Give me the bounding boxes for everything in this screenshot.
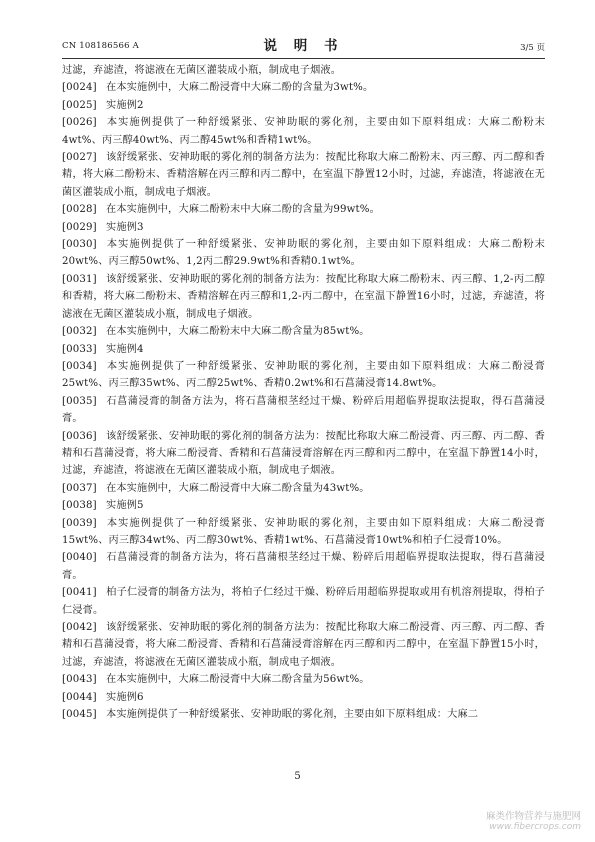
paragraph-number: [0042] xyxy=(62,622,97,633)
paragraph-number: [0024] xyxy=(62,82,97,94)
paragraph-number: [0041] xyxy=(62,587,97,599)
paragraph xyxy=(62,619,545,671)
header-rule xyxy=(62,58,545,59)
paragraph-number: [0026] xyxy=(62,117,97,129)
paragraph-text: 本实施例提供了一种舒缓紧张、安神助眠的雾化剂，主要由如下原料组成：大麻二酚粉末20wt%、丙三醇50wt%、1,2丙二醇29.9wt%和香精0.1wt%。 xyxy=(62,239,545,268)
paragraph xyxy=(62,219,545,236)
paragraph xyxy=(62,584,545,619)
paragraph-text: 在本实施例中，大麻二酚浸膏中大麻二酚含量为56wt%。 xyxy=(106,674,370,686)
paragraph-text: 在本实施例中，大麻二酚粉末中大麻二酚含量为85wt%。 xyxy=(106,326,370,338)
paragraph-text: 本实施例提供了一种舒缓紧张、安神助眠的雾化剂，主要由如下原料组成：大麻二酚浸膏25wt%、丙三醇35wt%、丙二醇25wt%、香精0.2wt%和石菖蒲浸膏14.8wt%。 xyxy=(62,360,545,390)
paragraph-list xyxy=(62,79,545,723)
page-number: 5 xyxy=(294,771,301,782)
paragraph-text: 该舒缓紧张、安神助眠的雾化剂的制备方法为：按配比称取大麻二酚粉末、丙三醇、丙二醇和香精，将大麻二酚粉末、香精溶解在丙三醇和丙二醇中，在室温下静置12小时，过滤，弃滤渣，将滤液在无菌区灌装成小瓶，制成电子烟液。 xyxy=(62,152,545,198)
paragraph-text: 石菖蒲浸膏的制备方法为，将石菖蒲根茎经过干燥、粉碎后用超临界提取法提取，得石菖蒲浸膏。 xyxy=(62,395,545,425)
paragraph-text: 石菖蒲浸膏的制备方法为，将石菖蒲根茎经过干燥、粉碎后用超临界提取法提取，得石菖蒲浸膏。 xyxy=(62,552,545,581)
paragraph xyxy=(62,393,545,428)
paragraph-text: 该舒缓紧张、安神助眠的雾化剂的制备方法为：按配比称取大麻二酚浸膏、丙三醇、丙二醇、香精和石菖蒲浸膏，将大麻二酚浸膏、香精和石菖蒲浸膏溶解在丙三醇和丙二醇中，在室温下静置15小时，过滤，弃滤渣，将滤液在无菌区灌装成小瓶，制成电子烟液。 xyxy=(62,622,545,668)
patent-number: CN 108186566 A xyxy=(62,41,139,51)
paragraph-number: [0027] xyxy=(62,152,97,164)
paragraph-number: [0029] xyxy=(62,221,97,233)
paragraph xyxy=(62,341,545,358)
paragraph xyxy=(62,97,545,114)
paragraph-number: [0025] xyxy=(62,99,97,111)
paragraph-number: [0030] xyxy=(62,239,97,251)
paragraph xyxy=(62,271,545,323)
paragraph-text: 实施例2 xyxy=(106,99,144,111)
paragraph xyxy=(62,114,545,149)
paragraph-text: 实施例6 xyxy=(106,691,144,703)
paragraph-number: [0034] xyxy=(62,360,97,372)
page-header xyxy=(62,34,545,54)
paragraph-text: 实施例4 xyxy=(106,343,144,355)
watermark-url: www.fibercrops.com xyxy=(489,822,581,832)
paragraph-text: 在本实施例中，大麻二酚浸膏中大麻二酚含量为43wt%。 xyxy=(106,482,370,494)
paragraph xyxy=(62,497,545,514)
document-body xyxy=(62,62,545,723)
paragraph-text: 在本实施例中，大麻二酚粉末中大麻二酚的含量为99wt%。 xyxy=(106,204,380,216)
paragraph-number: [0028] xyxy=(62,204,97,216)
paragraph xyxy=(62,79,545,96)
paragraph-number: [0045] xyxy=(62,709,97,721)
paragraph-number: [0040] xyxy=(62,552,97,564)
paragraph-text: 在本实施例中，大麻二酚浸膏中大麻二酚的含量为3wt%。 xyxy=(106,82,374,94)
paragraph-number: [0044] xyxy=(62,691,97,703)
paragraph-text: 本实施例提供了一种舒缓紧张、安神助眠的雾化剂，主要由如下原料组成：大麻二酚粉末4wt%、丙三醇40wt%、丙二醇45wt%和香精1wt%。 xyxy=(62,117,545,146)
paragraph-number: [0035] xyxy=(62,395,97,407)
page-indicator: 3/5 页 xyxy=(520,43,545,53)
watermark-site-name: 麻类作物营养与施肥网 xyxy=(485,811,581,822)
paragraph-text: 该舒缓紧张、安神助眠的雾化剂的制备方法为：按配比称取大麻二酚粉末、丙三醇、1,2-丙二醇和香精，将大麻二酚粉末、香精溶解在丙三醇和1,2-丙二醇中，在室温下静置16小时，过滤，弃滤渣，将滤液在无菌区灌装成小瓶，制成电子烟液。 xyxy=(62,273,545,320)
paragraph-text: 该舒缓紧张、安神助眠的雾化剂的制备方法为：按配比称取大麻二酚浸膏、丙三醇、丙二醇、香精和石菖蒲浸膏，将大麻二酚浸膏、香精和石菖蒲浸膏溶解在丙三醇和丙二醇中，在室温下静置14小时，过滤，弃滤渣，将滤液在无菌区灌装成小瓶，制成电子烟液。 xyxy=(62,430,545,477)
paragraph-text: 本实施例提供了一种舒缓紧张、安神助眠的雾化剂，主要由如下原料组成：大麻二酚浸膏15wt%、丙三醇34wt%、丙二醇30wt%、香精1wt%、石菖蒲浸膏10wt%和柏子仁浸膏10%。 xyxy=(62,517,545,546)
paragraph-text: 实施例3 xyxy=(106,221,144,233)
paragraph-number: [0033] xyxy=(62,343,97,355)
paragraph xyxy=(62,323,545,340)
paragraph xyxy=(62,480,545,497)
paragraph-number: [0039] xyxy=(62,517,97,529)
continued-line: 过滤，弃滤渣，将滤液在无菌区灌装成小瓶，制成电子烟液。 xyxy=(62,65,342,76)
paragraph-number: [0032] xyxy=(62,326,97,338)
paragraph xyxy=(62,201,545,218)
paragraph xyxy=(62,428,545,480)
paragraph-text: 实施例5 xyxy=(106,500,144,512)
paragraph xyxy=(62,689,545,706)
paragraph-number: [0043] xyxy=(62,674,97,686)
paragraph-number: [0036] xyxy=(62,430,97,442)
paragraph-text: 柏子仁浸膏的制备方法为，将柏子仁经过干燥、粉碎后用超临界提取或用有机溶剂提取，得柏子仁浸膏。 xyxy=(62,587,545,616)
paragraph xyxy=(62,549,545,584)
paragraph xyxy=(62,671,545,688)
paragraph-number: [0037] xyxy=(62,482,97,494)
paragraph xyxy=(62,236,545,271)
document-title: 说 明 书 xyxy=(263,38,344,54)
paragraph xyxy=(62,358,545,393)
paragraph-text: 本实施例提供了一种舒缓紧张、安神助眠的雾化剂，主要由如下原料组成：大麻二 xyxy=(106,709,479,721)
paragraph xyxy=(62,515,545,550)
paragraph xyxy=(62,706,545,723)
paragraph xyxy=(62,149,545,201)
paragraph-number: [0031] xyxy=(62,273,97,285)
paragraph-number: [0038] xyxy=(62,500,97,512)
